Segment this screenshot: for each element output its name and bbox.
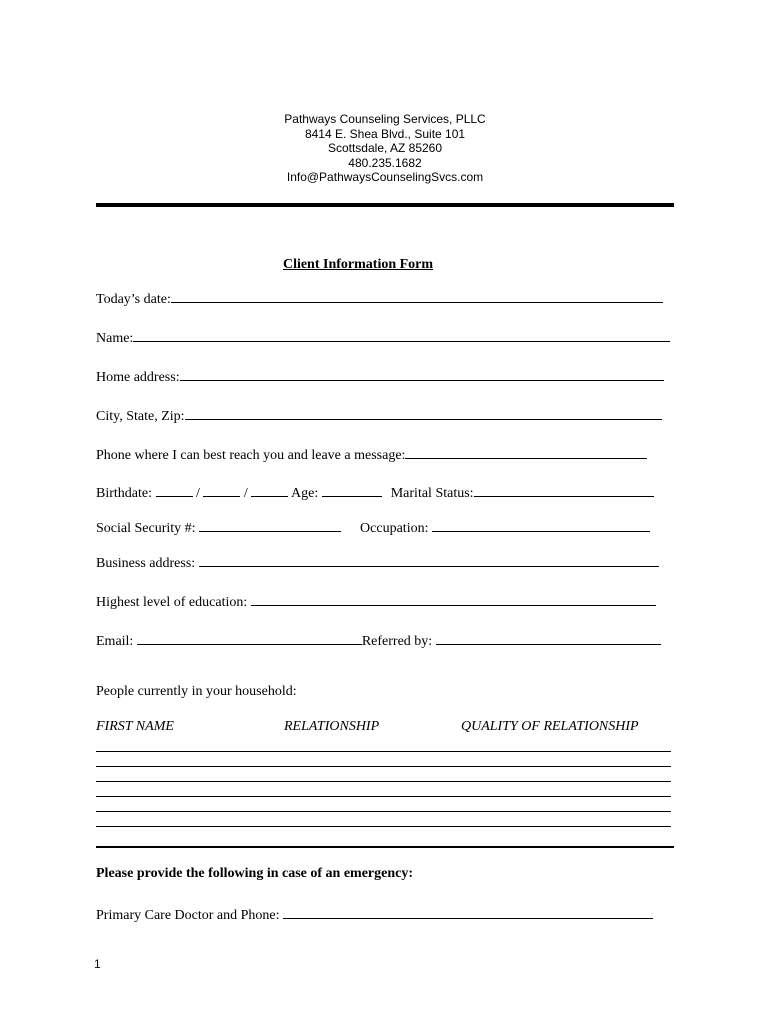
name-field[interactable] — [133, 328, 670, 342]
city-state-zip-row — [96, 406, 662, 426]
household-line[interactable] — [96, 796, 671, 797]
primary-care-row — [96, 905, 653, 925]
section-divider — [96, 846, 674, 848]
phone-label: Phone where I can best reach you and leave a message: — [96, 448, 406, 463]
occupation-label: Occupation: — [360, 521, 429, 536]
phone-field[interactable] — [405, 445, 647, 459]
page-number: 1 — [94, 957, 101, 971]
referred-by-label: Referred by: — [361, 634, 433, 649]
ssn-occupation-row — [96, 518, 650, 538]
household-line[interactable] — [96, 826, 671, 827]
birth-year-field[interactable] — [251, 483, 288, 497]
column-first-name: FIRST NAME — [96, 719, 174, 734]
address-line-2: Scottsdale, AZ 85260 — [327, 141, 443, 156]
household-line[interactable] — [96, 781, 671, 782]
address-line-1: 8414 E. Shea Blvd., Suite 101 — [304, 126, 466, 141]
home-address-row — [96, 367, 664, 387]
household-line[interactable] — [96, 766, 671, 767]
age-label: Age: — [291, 486, 319, 501]
email-field[interactable] — [137, 631, 362, 645]
education-label: Highest level of education: — [96, 595, 248, 610]
date-separator: / — [196, 486, 200, 501]
company-phone: 480.235.1682 — [348, 155, 422, 170]
todays-date-row — [96, 289, 663, 309]
business-address-label: Business address: — [96, 556, 196, 571]
letterhead — [0, 112, 770, 185]
column-quality-of-relationship: QUALITY OF RELATIONSHIP — [461, 719, 639, 734]
ssn-field[interactable] — [199, 518, 341, 532]
company-email: Info@PathwaysCounselingSvcs.com — [286, 170, 484, 185]
education-row — [96, 592, 656, 612]
household-line[interactable] — [96, 751, 671, 752]
business-address-row — [96, 553, 659, 573]
form-title: Client Information Form — [282, 257, 434, 272]
emergency-heading: Please provide the following in case of an emergency: — [96, 866, 414, 881]
marital-status-label: Marital Status: — [390, 486, 474, 501]
household-label: People currently in your household: — [96, 684, 297, 699]
name-row — [96, 328, 670, 348]
email-label: Email: — [96, 634, 134, 649]
household-line[interactable] — [96, 811, 671, 812]
city-state-zip-field[interactable] — [185, 406, 662, 420]
primary-care-field[interactable] — [283, 905, 653, 919]
birthdate-label: Birthdate: — [96, 486, 152, 501]
business-address-field[interactable] — [199, 553, 659, 567]
birthdate-row — [96, 483, 654, 503]
age-field[interactable] — [322, 483, 382, 497]
header-divider — [96, 203, 674, 207]
home-address-field[interactable] — [180, 367, 664, 381]
company-name: Pathways Counseling Services, PLLC — [284, 112, 486, 126]
name-label: Name: — [96, 331, 134, 346]
phone-row — [96, 445, 647, 465]
column-relationship: RELATIONSHIP — [284, 719, 380, 734]
birth-day-field[interactable] — [203, 483, 240, 497]
city-state-zip-label: City, State, Zip: — [96, 409, 185, 424]
education-field[interactable] — [251, 592, 656, 606]
occupation-field[interactable] — [432, 518, 650, 532]
todays-date-label: Today’s date: — [96, 292, 171, 307]
email-referral-row — [96, 631, 661, 651]
home-address-label: Home address: — [96, 370, 180, 385]
marital-status-field[interactable] — [474, 483, 654, 497]
ssn-label: Social Security #: — [96, 521, 196, 536]
birth-month-field[interactable] — [156, 483, 193, 497]
date-separator: / — [243, 486, 248, 501]
todays-date-field[interactable] — [171, 289, 663, 303]
primary-care-label: Primary Care Doctor and Phone: — [96, 908, 280, 923]
referred-by-field[interactable] — [436, 631, 661, 645]
